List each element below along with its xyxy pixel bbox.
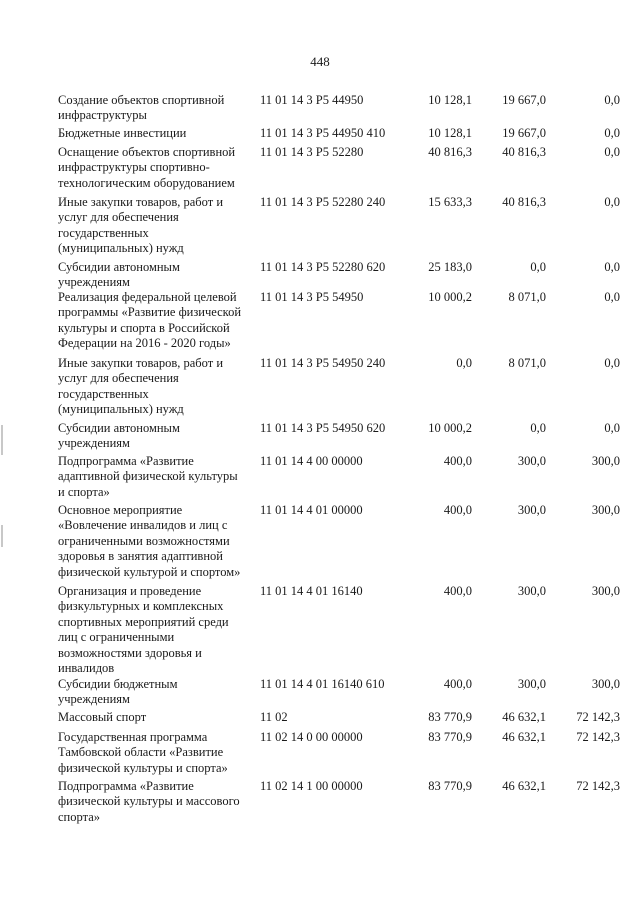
row-value-1: 15 633,3 xyxy=(428,195,472,209)
row-value-3: 72 142,3 xyxy=(576,779,620,793)
row-value-3: 300,0 xyxy=(591,584,620,598)
row-value-3: 0,0 xyxy=(604,421,620,435)
row-value-1: 10 128,1 xyxy=(428,93,472,107)
row-code: 11 01 14 4 00 00000 xyxy=(260,454,363,468)
row-code: 11 01 14 3 Р5 44950 xyxy=(260,93,364,107)
row-code: 11 02 14 1 00 00000 xyxy=(260,779,363,793)
row-name: Организация и проведение физкультурных и комплексных спортивных мероприятий среди лиц с ограниченными возможностями здоровья и инвалидов xyxy=(58,584,229,676)
row-code: 11 01 14 3 Р5 44950 410 xyxy=(260,126,386,140)
row-value-3: 72 142,3 xyxy=(576,710,620,724)
row-value-3: 0,0 xyxy=(604,195,620,209)
row-value-1: 400,0 xyxy=(443,503,472,517)
row-value-1: 400,0 xyxy=(443,584,472,598)
row-value-2: 46 632,1 xyxy=(502,779,546,793)
row-code: 11 01 14 3 Р5 54950 xyxy=(260,290,364,304)
row-name: Иные закупки товаров, работ и услуг для обеспечения государственных (муниципальных) нужд xyxy=(58,356,224,417)
row-code: 11 01 14 4 01 16140 610 xyxy=(260,677,385,691)
row-name: Субсидии автономным учреждениям xyxy=(58,260,180,290)
row-name: Иные закупки товаров, работ и услуг для обеспечения государственных (муниципальных) нужд xyxy=(58,195,224,256)
row-code: 11 01 14 3 Р5 52280 620 xyxy=(260,260,386,274)
row-value-2: 300,0 xyxy=(517,454,546,468)
row-name: Реализация федеральной целевой программы «Развитие физической культуры и спорта в Российской Федерации на 2016 - 2020 годы» xyxy=(58,290,242,351)
row-value-1: 400,0 xyxy=(443,677,472,691)
row-name: Бюджетные инвестиции xyxy=(58,126,187,140)
row-value-2: 40 816,3 xyxy=(502,195,546,209)
row-value-2: 8 071,0 xyxy=(508,290,546,304)
row-value-3: 0,0 xyxy=(604,290,620,304)
row-code: 11 01 14 3 Р5 54950 620 xyxy=(260,421,386,435)
row-name: Основное мероприятие «Вовлечение инвалидов и лиц с ограниченными возможностями здоровья в занятия адаптивной физической культурой и спортом» xyxy=(58,503,241,579)
row-value-3: 300,0 xyxy=(591,503,620,517)
row-code: 11 01 14 4 01 00000 xyxy=(260,503,363,517)
row-value-1: 83 770,9 xyxy=(428,779,472,793)
row-value-3: 300,0 xyxy=(591,677,620,691)
row-value-3: 0,0 xyxy=(604,356,620,370)
row-value-1: 10 000,2 xyxy=(428,421,472,435)
row-value-2: 40 816,3 xyxy=(502,145,546,159)
row-name: Субсидии автономным учреждениям xyxy=(58,421,180,451)
row-code: 11 01 14 3 Р5 52280 xyxy=(260,145,364,159)
row-value-2: 0,0 xyxy=(530,421,546,435)
row-name: Массовый спорт xyxy=(58,710,147,724)
row-value-1: 83 770,9 xyxy=(428,710,472,724)
row-value-1: 40 816,3 xyxy=(428,145,472,159)
row-value-1: 0,0 xyxy=(456,356,472,370)
row-name: Оснащение объектов спортивной инфраструктуры спортивно- технологическим оборудованием xyxy=(58,145,236,190)
row-name: Подпрограмма «Развитие адаптивной физической культуры и спорта» xyxy=(58,454,238,499)
row-value-2: 46 632,1 xyxy=(502,710,546,724)
row-value-2: 0,0 xyxy=(530,260,546,274)
row-value-3: 0,0 xyxy=(604,93,620,107)
row-code: 11 02 xyxy=(260,710,288,724)
row-value-1: 83 770,9 xyxy=(428,730,472,744)
row-value-1: 10 000,2 xyxy=(428,290,472,304)
row-name: Государственная программа Тамбовской области «Развитие физической культуры и спорта» xyxy=(58,730,228,775)
row-value-2: 46 632,1 xyxy=(502,730,546,744)
row-value-1: 400,0 xyxy=(443,454,472,468)
row-value-1: 25 183,0 xyxy=(428,260,472,274)
page-number: 448 xyxy=(310,54,330,69)
row-value-2: 300,0 xyxy=(517,503,546,517)
row-value-3: 72 142,3 xyxy=(576,730,620,744)
row-code: 11 02 14 0 00 00000 xyxy=(260,730,363,744)
row-value-3: 0,0 xyxy=(604,126,620,140)
row-value-2: 300,0 xyxy=(517,677,546,691)
row-name: Подпрограмма «Развитие физической культуры и массового спорта» xyxy=(58,779,240,824)
row-value-2: 8 071,0 xyxy=(508,356,546,370)
row-value-3: 300,0 xyxy=(591,454,620,468)
row-value-3: 0,0 xyxy=(604,260,620,274)
row-value-2: 19 667,0 xyxy=(502,126,546,140)
row-name: Субсидии бюджетным учреждениям xyxy=(58,677,178,707)
row-value-1: 10 128,1 xyxy=(428,126,472,140)
row-code: 11 01 14 3 Р5 54950 240 xyxy=(260,356,386,370)
row-code: 11 01 14 4 01 16140 xyxy=(260,584,363,598)
scan-margin-mark xyxy=(1,425,3,455)
row-value-3: 0,0 xyxy=(604,145,620,159)
row-value-2: 19 667,0 xyxy=(502,93,546,107)
row-name: Создание объектов спортивной инфраструктуры xyxy=(58,93,225,123)
row-code: 11 01 14 3 Р5 52280 240 xyxy=(260,195,386,209)
scan-margin-mark xyxy=(1,525,3,547)
row-value-2: 300,0 xyxy=(517,584,546,598)
